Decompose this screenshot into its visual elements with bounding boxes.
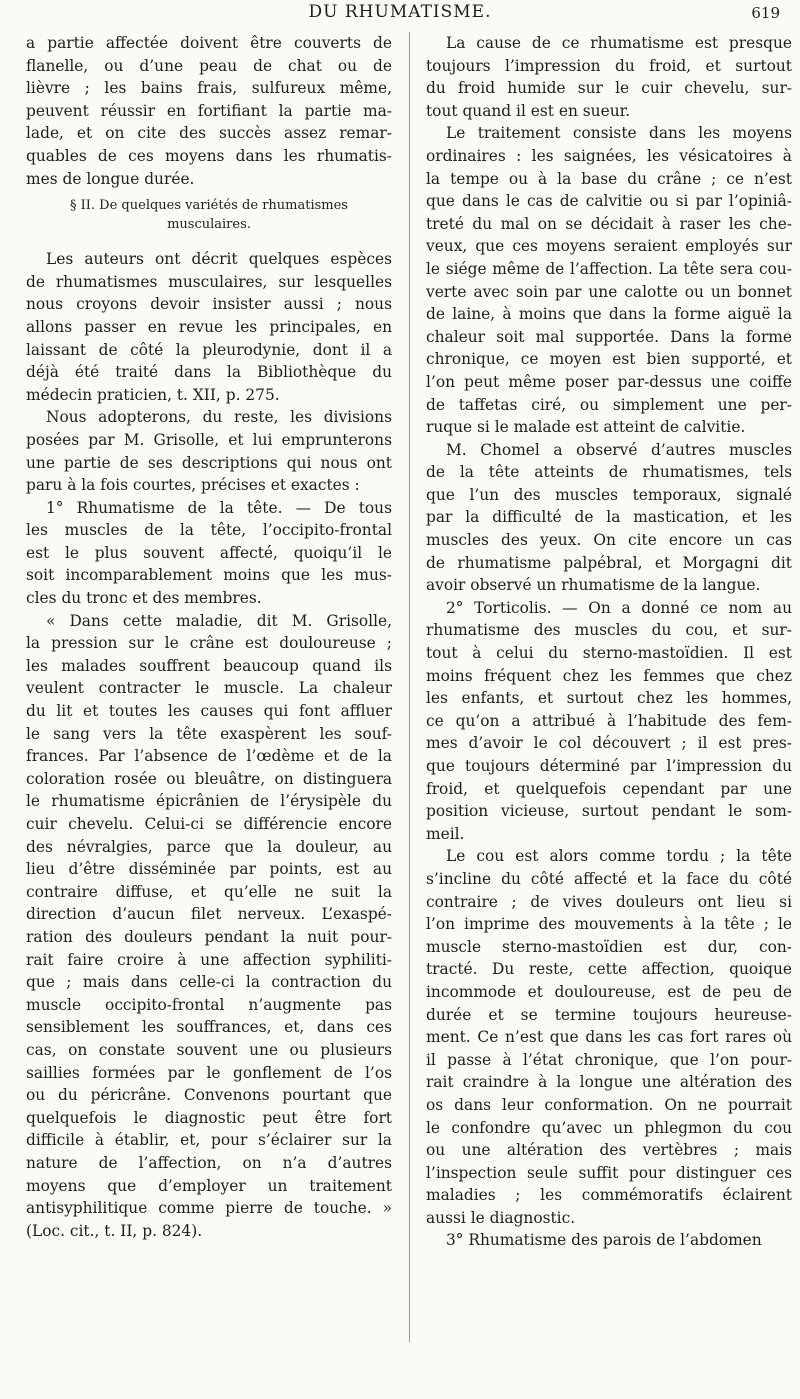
text-line: antisyphilitique comme pierre de touche. » bbox=[26, 1199, 392, 1218]
text-line: meil. bbox=[426, 824, 465, 843]
text-line: l’on peut même poser par-dessus une coiffe bbox=[426, 372, 792, 391]
text-line: du froid humide sur le cuir chevelu, sur- bbox=[426, 79, 792, 98]
text-line: La cause de ce rhumatisme est presque bbox=[446, 34, 792, 52]
text-line: une partie de ses descriptions qui nous ont bbox=[26, 453, 392, 472]
text-line: les enfants, et surtout chez les hommes, bbox=[426, 689, 792, 708]
text-line: ce qu’on a attribué à l’habitude des fem- bbox=[426, 711, 792, 730]
text-line: médecin praticien, t. XII, p. 275. bbox=[26, 385, 280, 404]
text-line: durée et se termine toujours heureuse- bbox=[426, 1005, 792, 1024]
text-line: la pression sur le crâne est douloureuse ; bbox=[26, 634, 392, 653]
text-line: ment. Ce n’est que dans les cas fort rares où bbox=[426, 1028, 792, 1047]
text-line: que dans le cas de calvitie ou si par l’opiniâ- bbox=[426, 192, 792, 211]
text-line: frances. Par l’absence de l’œdème et de la bbox=[26, 747, 392, 766]
text-line: direction d’aucun filet nerveux. L’exaspé- bbox=[26, 905, 392, 924]
text-line: cas, on constate souvent une ou plusieurs bbox=[26, 1040, 392, 1059]
text-line: flanelle, ou d’une peau de chat ou de bbox=[26, 56, 392, 75]
text-line: lièvre ; les bains frais, sulfureux même, bbox=[26, 79, 392, 98]
text-line: il passe à l’état chronique, que l’on pour- bbox=[426, 1050, 792, 1069]
text-line: le rhumatisme épicrânien de l’érysipèle du bbox=[26, 792, 392, 811]
text-line: sensiblement les souffrances, et, dans ces bbox=[26, 1018, 392, 1037]
text-line: « Dans cette maladie, dit M. Grisolle, bbox=[46, 611, 392, 630]
text-line: contraire diffuse, et qu’elle ne suit la bbox=[26, 882, 392, 901]
text-line: de la tête atteints de rhumatismes, tels bbox=[426, 463, 792, 482]
text-line: l’inspection seule suffit pour distinguer ces bbox=[426, 1163, 792, 1182]
text-line: rait faire croire à une affection syphiliti- bbox=[26, 950, 392, 969]
text-line: muscles des yeux. On cite encore un cas bbox=[426, 531, 792, 550]
text-line: le sang vers la tête exaspèrent les souf- bbox=[26, 724, 392, 743]
text-line: rait craindre à la longue une altération des bbox=[426, 1073, 792, 1092]
text-line: par la difficulté de la mastication, et les bbox=[426, 508, 792, 527]
text-line: peuvent réussir en fortifiant la partie ma- bbox=[26, 101, 392, 120]
text-line: lieu d’être disséminée par points, est au bbox=[26, 860, 392, 879]
text-line: tout à celui du sterno-mastoïdien. Il est bbox=[426, 644, 792, 663]
text-line: que ; mais dans celle-ci la contraction du bbox=[26, 973, 392, 992]
left-column bbox=[26, 32, 392, 1242]
text-line: allons passer en revue les principales, en bbox=[26, 317, 392, 336]
text-line: treté du mal on se décidait à raser les che- bbox=[426, 214, 792, 233]
section-heading bbox=[26, 196, 392, 234]
column-divider bbox=[409, 32, 410, 1342]
text-line: s’incline du côté affecté et la face du côté bbox=[426, 869, 792, 888]
text-line: veux, que ces moyens seraient employés sur bbox=[426, 237, 792, 256]
section-heading-line: musculaires. bbox=[167, 217, 251, 233]
text-line: est le plus souvent affecté, quoiqu’il le bbox=[26, 543, 392, 562]
text-line: cles du tronc et des membres. bbox=[26, 589, 262, 608]
text-line: Le cou est alors comme tordu ; la tête bbox=[446, 847, 792, 866]
text-line: que l’un des muscles temporaux, signalé bbox=[426, 485, 792, 504]
text-line: ordinaires : les saignées, les vésicatoires à bbox=[426, 146, 792, 165]
text-line: ruque si le malade est atteint de calvitie. bbox=[426, 418, 746, 437]
text-line: quelquefois le diagnostic peut être fort bbox=[26, 1108, 392, 1127]
text-line: laissant de côté la pleurodynie, dont il a bbox=[26, 340, 392, 359]
text-line: (Loc. cit., t. II, p. 824). bbox=[26, 1221, 203, 1240]
text-line: paru à la fois courtes, précises et exactes : bbox=[26, 476, 360, 495]
page-header bbox=[0, 2, 800, 26]
text-line: Le traitement consiste dans les moyens bbox=[446, 124, 792, 143]
text-line: verte avec soin par une calotte ou un bonnet bbox=[426, 282, 792, 301]
text-line: quables de ces moyens dans les rhumatis- bbox=[26, 146, 392, 165]
text-line: aussi le diagnostic. bbox=[426, 1208, 576, 1227]
text-line: les muscles de la tête, l’occipito-frontal bbox=[26, 521, 392, 540]
intro-paragraph bbox=[26, 32, 392, 190]
text-line: le siége même de l’affection. La tête sera cou- bbox=[426, 259, 792, 278]
text-line: de laine, à moins que dans la forme aiguë la bbox=[426, 305, 792, 324]
text-line: que toujours déterminé par l’impression du bbox=[426, 757, 792, 775]
text-line: moins fréquent chez les femmes que chez bbox=[426, 666, 792, 685]
body-text bbox=[26, 248, 392, 1242]
text-line: ou une altération des vertèbres ; mais bbox=[426, 1141, 792, 1160]
text-line: coloration rosée ou bleuâtre, on distinguera bbox=[26, 769, 392, 788]
text-line: de rhumatisme palpébral, et Morgagni dit bbox=[426, 553, 792, 572]
text-line: a partie affectée doivent être couverts de bbox=[26, 34, 392, 52]
text-line: le confondre qu’avec un phlegmon du cou bbox=[426, 1118, 792, 1137]
text-line: lade, et on cite des succès assez remar- bbox=[26, 124, 392, 143]
text-line: ou du péricrâne. Convenons pourtant que bbox=[26, 1086, 392, 1105]
section-heading-line: § II. De quelques variétés de rhumatismes bbox=[70, 198, 348, 214]
text-line: M. Chomel a observé d’autres muscles bbox=[446, 440, 792, 459]
text-line: de rhumatismes musculaires, sur lesquelles bbox=[26, 272, 392, 291]
page-number: 619 bbox=[751, 4, 780, 22]
text-line: des névralgies, parce que la douleur, au bbox=[26, 837, 392, 856]
text-line: chaleur soit mal supportée. Dans la forme bbox=[426, 327, 792, 346]
text-line: Nous adopterons, du reste, les divisions bbox=[46, 408, 392, 427]
text-line: position vicieuse, surtout pendant le som- bbox=[426, 802, 792, 821]
text-line: du lit et toutes les causes qui font affluer bbox=[26, 702, 392, 721]
text-line: mes d’avoir le col découvert ; il est pres- bbox=[426, 734, 792, 753]
text-line: tracté. Du reste, cette affection, quoique bbox=[426, 960, 792, 979]
text-line: de taffetas ciré, ou simplement une per- bbox=[426, 395, 792, 414]
text-line: soit incomparablement moins que les mus- bbox=[26, 566, 392, 585]
text-line: nature de l’affection, on n’a d’autres bbox=[26, 1153, 392, 1172]
text-line: difficile à établir, et, pour s’éclairer sur la bbox=[26, 1131, 392, 1150]
text-line: mes de longue durée. bbox=[26, 169, 195, 188]
text-line: rhumatisme des muscles du cou, et sur- bbox=[426, 621, 792, 640]
text-line: maladies ; les commémoratifs éclairent bbox=[426, 1186, 792, 1205]
text-line: 3° Rhumatisme des parois de l’abdomen bbox=[446, 1231, 762, 1250]
text-line: déjà été traité dans la Bibliothèque du bbox=[26, 363, 392, 382]
text-line: l’on imprime des mouvements à la tête ; le bbox=[426, 915, 792, 934]
text-line: Les auteurs ont décrit quelques espèces bbox=[46, 250, 392, 269]
text-line: froid, et quelquefois cependant par une bbox=[426, 779, 792, 798]
text-line: moyens que d’employer un traitement bbox=[26, 1176, 392, 1195]
text-line: ration des douleurs pendant la nuit pour- bbox=[26, 927, 392, 946]
right-column bbox=[426, 32, 792, 1252]
text-line: incommode et douloureuse, est de peu de bbox=[426, 982, 792, 1001]
text-line: tout quand il est en sueur. bbox=[426, 101, 631, 120]
text-line: les malades souffrent beaucoup quand ils bbox=[26, 656, 392, 675]
text-line: chronique, ce moyen est bien supporté, et bbox=[426, 350, 792, 369]
running-title: DU RHUMATISME. bbox=[308, 2, 492, 22]
text-line: contraire ; de vives douleurs ont lieu si bbox=[426, 892, 792, 911]
text-line: toujours l’impression du froid, et surtout bbox=[426, 56, 792, 75]
text-line: 2° Torticolis. — On a donné ce nom au bbox=[446, 598, 792, 617]
text-line: nous croyons devoir insister aussi ; nous bbox=[26, 295, 392, 314]
text-line: saillies formées par le gonflement de l’os bbox=[26, 1063, 392, 1082]
text-line: 1° Rhumatisme de la tête. — De tous bbox=[46, 498, 392, 517]
text-line: posées par M. Grisolle, et lui emprunterons bbox=[26, 430, 392, 449]
text-line: veulent contracter le muscle. La chaleur bbox=[26, 679, 392, 698]
text-line: la tempe ou à la base du crâne ; ce n’est bbox=[426, 169, 792, 188]
text-line: os dans leur conformation. On ne pourrait bbox=[426, 1095, 792, 1114]
text-line: cuir chevelu. Celui-ci se différencie encore bbox=[26, 815, 392, 833]
text-line: muscle sterno-mastoïdien est dur, con- bbox=[426, 937, 792, 956]
text-line: avoir observé un rhumatisme de la langue. bbox=[426, 576, 761, 595]
text-line: muscle occipito-frontal n’augmente pas bbox=[26, 995, 392, 1014]
